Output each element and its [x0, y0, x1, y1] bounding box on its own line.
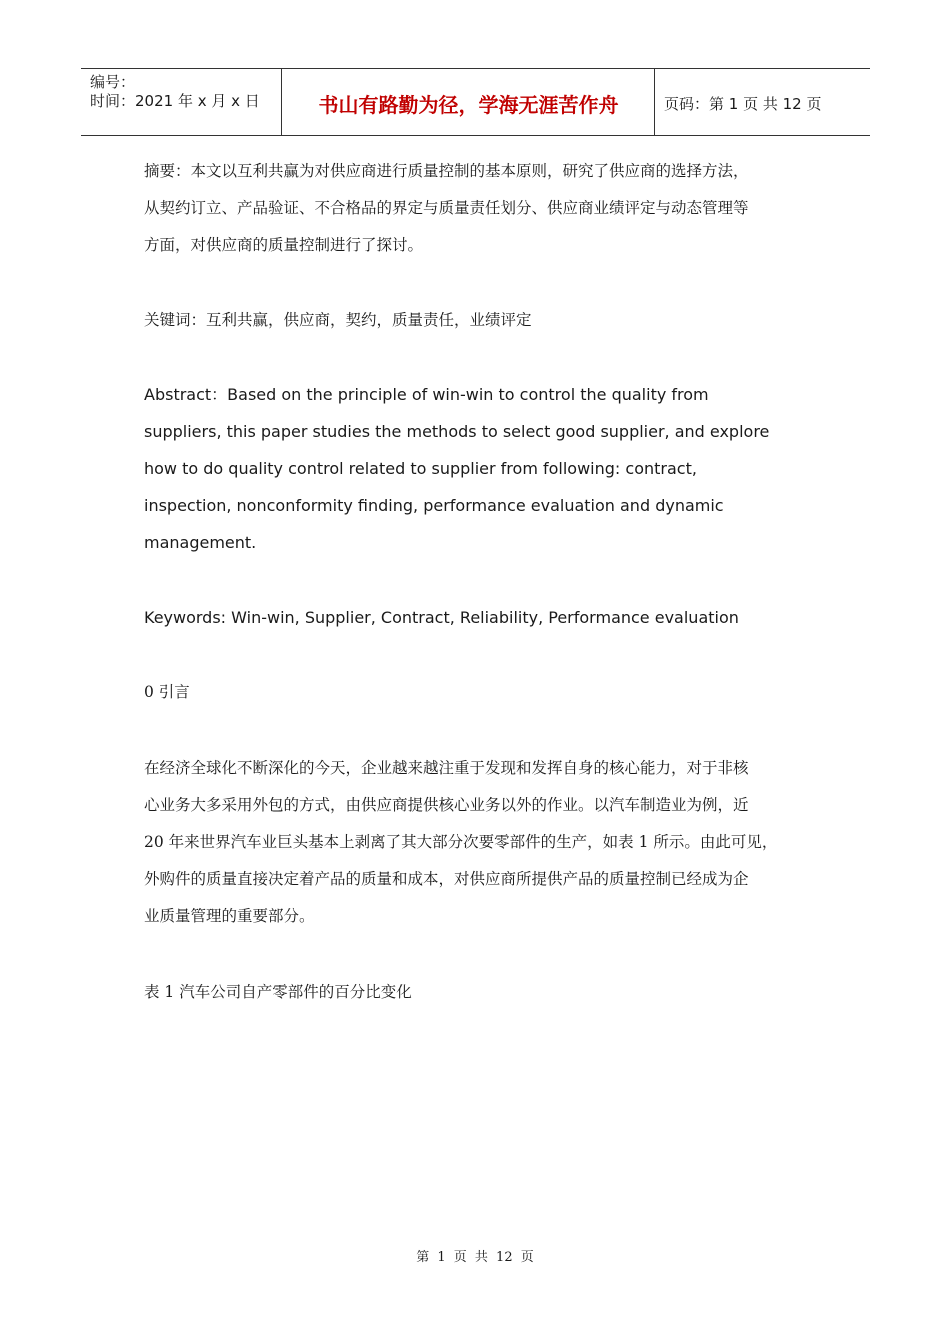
abstract-en-line: inspection, nonconformity finding, performance evaluation and dynamic	[144, 496, 724, 515]
header-motto: 书山有路勤为径，学海无涯苦作舟	[318, 93, 619, 117]
abstract-cn	[144, 153, 834, 264]
header-meta	[90, 73, 260, 111]
document-date-label: 时间：2021 年 x 月 x 日	[90, 92, 260, 110]
abstract-en-line: Abstract：Based on the principle of win-win to control the quality from	[144, 385, 709, 404]
page-header	[81, 68, 870, 136]
table-caption: 表 1 汽车公司自产零部件的百分比变化	[144, 983, 412, 1001]
abstract-cn-line: 方面，对供应商的质量控制进行了探讨。	[144, 236, 424, 254]
document-number-label: 编号：	[90, 73, 136, 91]
intro-line: 心业务大多采用外包的方式，由供应商提供核心业务以外的作业。以汽车制造业为例，近	[144, 796, 749, 814]
intro-line: 业质量管理的重要部分。	[144, 907, 315, 925]
abstract-en-line: how to do quality control related to supplier from following: contract,	[144, 459, 697, 478]
intro-line: 外购件的质量直接决定着产品的质量和成本，对供应商所提供产品的质量控制已经成为企	[144, 870, 749, 888]
intro-paragraph	[144, 750, 834, 935]
keywords-en: Keywords: Win-win, Supplier, Contract, Reliability, Performance evaluation	[144, 608, 739, 627]
abstract-en-line: suppliers, this paper studies the methods to select good supplier, and explore	[144, 422, 770, 441]
keywords-cn: 关键词：互利共赢，供应商，契约，质量责任，业绩评定	[144, 311, 532, 329]
intro-line: 20 年来世界汽车业巨头基本上剥离了其大部分次要零部件的生产，如表 1 所示。由此可见，	[144, 833, 778, 851]
abstract-cn-line: 摘要：本文以互利共赢为对供应商进行质量控制的基本原则，研究了供应商的选择方法，	[144, 162, 749, 180]
abstract-en-line: management.	[144, 533, 257, 552]
header-page-number: 页码：第 1 页 共 12 页	[664, 95, 822, 113]
section-heading: 0 引言	[144, 683, 190, 701]
page-footer: 第 1 页 共 12 页	[416, 1250, 534, 1265]
intro-line: 在经济全球化不断深化的今天，企业越来越注重于发现和发挥自身的核心能力，对于非核	[144, 759, 749, 777]
abstract-cn-line: 从契约订立、产品验证、不合格品的界定与质量责任划分、供应商业绩评定与动态管理等	[144, 199, 749, 217]
abstract-en	[144, 376, 834, 561]
